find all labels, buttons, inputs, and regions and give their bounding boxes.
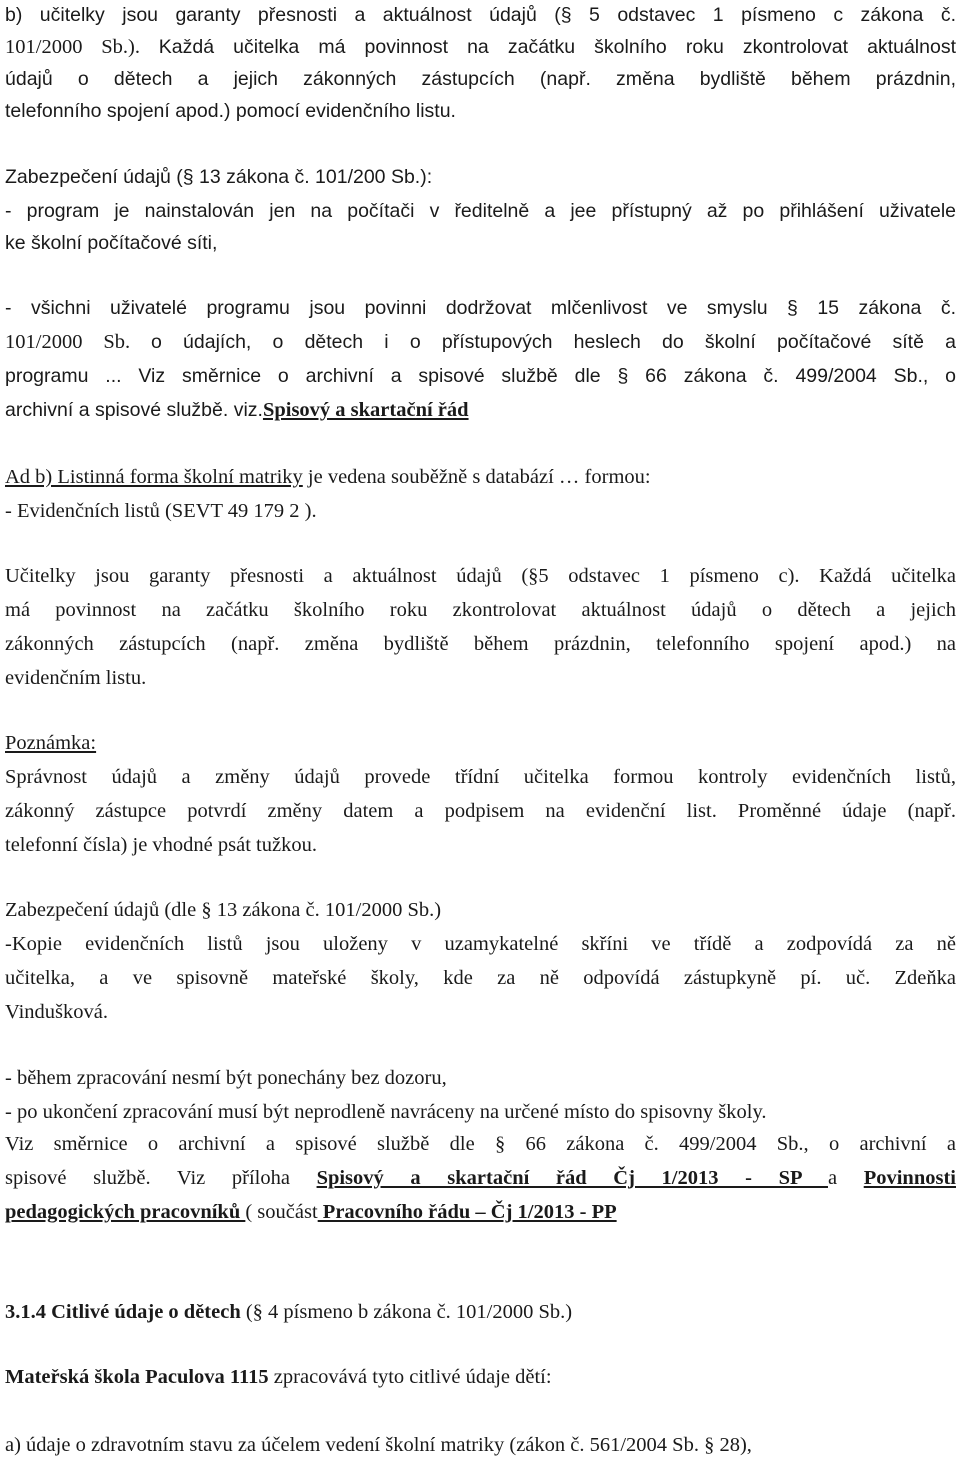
text-segment: 101/2000 Sb. (5, 331, 152, 353)
text-line (5, 1097, 956, 1127)
text-segment: spisové službě. Viz příloha (5, 1167, 317, 1189)
text-line (5, 1297, 956, 1327)
text-line (5, 361, 956, 391)
text-line (5, 196, 956, 226)
text-line (5, 496, 956, 526)
text-line (5, 929, 956, 959)
text-line (5, 963, 956, 993)
text-segment: telefonní čísla) je vhodné psát tužkou. (5, 834, 317, 856)
text-segment: Správnost údajů a změny údajů provede třídní učitelka formou kontroly evidenčních listů, (5, 766, 956, 788)
text-line (5, 1163, 956, 1193)
text-line (5, 1197, 956, 1227)
text-segment: učitelka, a ve spisovně mateřské školy, kde za ně odpovídá zástupkyně pí. uč. Zdeňka (5, 967, 956, 989)
text-segment: Viz směrnice o archivní a spisové službě dle § 66 zákona č. 499/2004 Sb., o archivní a (5, 1133, 956, 1155)
text-segment: 101/2000 Sb.). (5, 36, 159, 58)
text-segment: a) údaje o zdravotním stavu za účelem vedení školní matriky (zákon č. 561/2004 Sb. § 28), (5, 1434, 752, 1456)
text-segment: zákonných zástupcích (např. změna bydliště během prázdnin, telefonního spojení apod.) na (5, 633, 956, 655)
text-segment: je vedena souběžně s databází … formou: (302, 466, 651, 488)
text-segment: - program je nainstalován jen na počítači v ředitelně a jee přístupný až po přihlášení uživatele (5, 200, 956, 222)
text-segment: Mateřská škola Paculova 1115 (5, 1366, 269, 1388)
text-line (5, 1362, 956, 1392)
text-segment: telefonního spojení apod.) pomocí evidenčního listu. (5, 100, 456, 122)
text-segment: Poznámka: (5, 732, 97, 754)
text-line (5, 64, 956, 94)
text-segment: - během zpracování nesmí být ponechány bez dozoru, (5, 1067, 447, 1089)
text-segment: má povinnost na začátku školního roku zkontrolovat aktuálnost údajů o dětech a jejich (5, 599, 956, 621)
text-line (5, 895, 956, 925)
text-line (5, 0, 956, 30)
text-line (5, 830, 956, 860)
text-segment: - po ukončení zpracování musí být neprodleně navráceny na určené místo do spisovny školy. (5, 1101, 767, 1123)
text-segment: b) učitelky jsou garanty přesnosti a aktuálnost údajů (§ 5 odstavec 1 písmeno c zákona č. (5, 4, 956, 26)
text-segment: Zabezpečení údajů (dle § 13 zákona č. 101/2000 Sb.) (5, 899, 442, 921)
text-segment: o údajích, o dětech i o přístupových heslech do školní počítačové sítě a (151, 331, 956, 353)
text-line (5, 663, 956, 693)
text-line (5, 228, 956, 258)
text-segment: zákonný zástupce potvrdí změny datem a podpisem na evidenční list. Proměnné údaje (např. (5, 800, 956, 822)
text-segment: (§ 4 písmeno b zákona č. 101/2000 Sb.) (240, 1301, 573, 1323)
text-line (5, 462, 956, 492)
text-segment: archivní a spisové službě. viz. (5, 399, 263, 421)
text-segment: údajů o dětech a jejich zákonných zástupcích (např. změna bydliště během prázdnin, (5, 68, 956, 90)
text-segment: - všichni uživatelé programu jsou povinni dodržovat mlčenlivost ve smyslu § 15 zákona č. (5, 297, 956, 319)
text-segment: Ad b) Listinná forma školní matriky (5, 466, 303, 488)
text-line (5, 32, 956, 62)
text-line (5, 595, 956, 625)
text-segment: zpracovává tyto citlivé údaje dětí: (268, 1366, 552, 1388)
text-segment: programu ... Viz směrnice o archivní a spisové službě dle § 66 zákona č. 499/2004 Sb., o (5, 365, 956, 387)
text-line (5, 997, 956, 1027)
text-line (5, 293, 956, 323)
text-segment: Každá učitelka má povinnost na začátku školního roku zkontrolovat aktuálnost (158, 36, 956, 58)
text-segment: Zabezpečení údajů (§ 13 zákona č. 101/200 Sb.): (5, 166, 433, 188)
text-line (5, 1063, 956, 1093)
text-segment: Spisový a skartační řád Čj 1/2013 - SP (316, 1167, 828, 1189)
text-line (5, 162, 956, 192)
text-segment: Vindušková. (5, 1001, 108, 1023)
text-line (5, 96, 956, 126)
text-segment: ke školní počítačové síti, (5, 232, 218, 254)
text-segment: Učitelky jsou garanty přesnosti a aktuálnost údajů (§5 odstavec 1 písmeno c). Každá učitelka (5, 565, 956, 587)
text-segment: Spisový a skartační řád (262, 399, 469, 421)
text-segment: evidenčním listu. (5, 667, 147, 689)
text-segment: - Evidenčních listů (SEVT 49 179 2 ). (5, 500, 317, 522)
text-segment: a (827, 1167, 864, 1189)
text-segment: Povinnosti (863, 1167, 956, 1189)
text-segment: 3.1.4 Citlivé údaje o dětech (5, 1301, 241, 1323)
text-line (5, 1129, 956, 1159)
text-line (5, 561, 956, 591)
text-line (5, 327, 956, 357)
text-line (5, 1430, 956, 1460)
text-line (5, 762, 956, 792)
text-line (5, 796, 956, 826)
text-line (5, 395, 956, 425)
text-segment: -Kopie evidenčních listů jsou uloženy v uzamykatelné skříni ve třídě a zodpovídá za ně (5, 933, 956, 955)
text-line (5, 728, 956, 758)
text-segment: pedagogických pracovníků (5, 1201, 246, 1223)
text-segment: ( součást (245, 1201, 318, 1223)
text-line (5, 629, 956, 659)
text-segment: Pracovního řádu – Čj 1/2013 - PP (317, 1201, 617, 1223)
